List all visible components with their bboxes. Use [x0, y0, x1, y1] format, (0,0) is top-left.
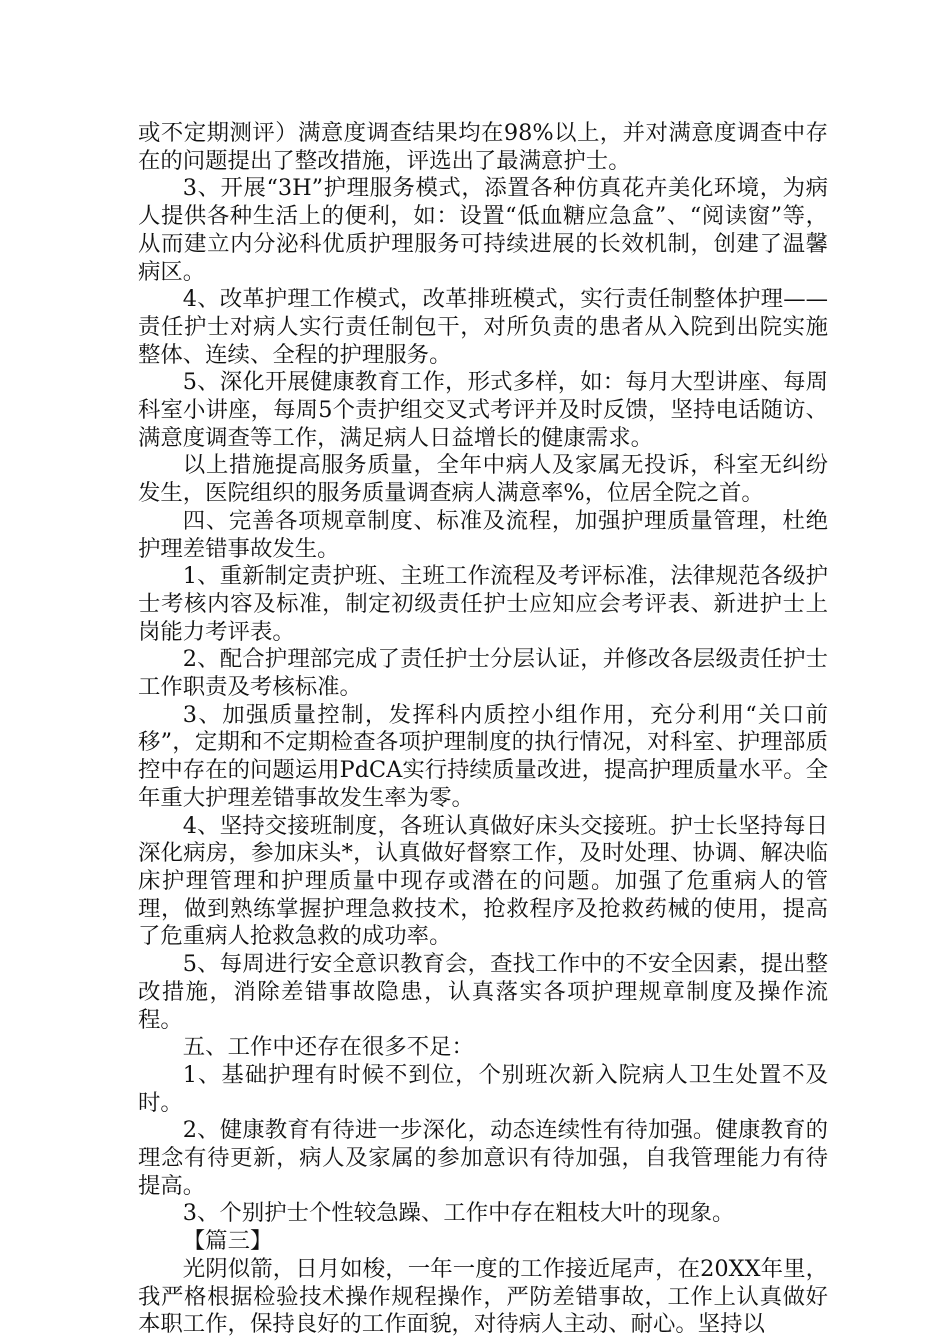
paragraph-deficiency-basic-care: 1、基础护理有时候不到位，个别班次新入院病人卫生处置不及时。: [138, 1061, 828, 1116]
section-heading-five: 五、工作中还存在很多不足：: [182, 1034, 474, 1061]
document-body: [138, 120, 828, 1339]
paragraph-layered-certification: 2、配合护理部完成了责任护士分层认证，并修改各层级责任护士工作职责及考核标准。: [138, 646, 828, 701]
paragraph-satisfaction-survey: 或不定期测评）满意度调查结果均在98%以上，并对满意度调查中存在的问题提出了整改措施，评选出了最满意护士。: [138, 120, 828, 174]
paragraph-shift-handover: 4、坚持交接班制度，各班认真做好床头交接班。护士长坚持每日深化病房，参加床头*，认真做好督察工作，及时处理、协调、解决临床护理管理和护理质量中现存或潜在的问题。加强了危重病人的管理，做到熟练掌握护理急救技术，抢救程序及抢救药械的使用，提高了危重病人抢救急救的成功率。: [138, 812, 828, 950]
paragraph-nursing-mode-reform: 4、改革护理工作模式，改革排班模式，实行责任制整体护理——责任护士对病人实行责任制包干，对所负责的患者从入院到出院实施整体、连续、全程的护理服务。: [138, 286, 828, 368]
paragraph-deficiency-health-education: 2、健康教育有待进一步深化，动态连续性有待加强。健康教育的理念有待更新，病人及家属的参加意识有待加强，自我管理能力有待提高。: [138, 1117, 828, 1199]
paragraph-part-three-intro: 光阴似箭，日月如梭，一年一度的工作接近尾声，在20XX年里，我严格根据检验技术操作规程操作，严防差错事故，工作上认真做好本职工作，保持良好的工作面貌，对待病人主动、耐心。坚持以: [138, 1255, 828, 1338]
paragraph-safety-education: 5、每周进行安全意识教育会，查找工作中的不安全因素，提出整改措施，消除差错事故隐患，认真落实各项护理规章制度及操作流程。: [138, 951, 828, 1033]
paragraph-workflow-standards: 1、重新制定责护班、主班工作流程及考评标准，法律规范各级护士考核内容及标准，制定初级责任护士应知应会考评表、新进护士上岗能力考评表。: [138, 563, 828, 645]
paragraph-3h-service-model: 3、开展“3H”护理服务模式，添置各种仿真花卉美化环境，为病人提供各种生活上的便利，如：设置“低血糖应急盒”、“阅读窗”等，从而建立内分泌科优质护理服务可持续进展的长效机制，创建了温馨病区。: [138, 175, 828, 285]
paragraph-deficiency-nurse-temperament: 3、个别护士个性较急躁、工作中存在粗枝大叶的现象。: [182, 1200, 735, 1227]
section-heading-four: 四、完善各项规章制度、标准及流程，加强护理质量管理，杜绝护理差错事故发生。: [138, 507, 828, 562]
paragraph-service-quality-summary: 以上措施提高服务质量，全年中病人及家属无投诉，科室无纠纷发生，医院组织的服务质量调查病人满意率%，位居全院之首。: [138, 452, 828, 507]
paragraph-health-education: 5、深化开展健康教育工作，形式多样，如：每月大型讲座、每周科室小讲座，每周5个责护组交叉式考评并及时反馈，坚持电话随访、满意度调查等工作，满足病人日益增长的健康需求。: [138, 369, 828, 451]
section-heading-part-three: 【篇三】: [182, 1228, 273, 1255]
paragraph-quality-control: 3、加强质量控制，发挥科内质控小组作用，充分利用“关口前移”，定期和不定期检查各项护理制度的执行情况，对科室、护理部质控中存在的问题运用PdCA实行持续质量改进，提高护理质量水平。全年重大护理差错事故发生率为零。: [138, 701, 828, 811]
